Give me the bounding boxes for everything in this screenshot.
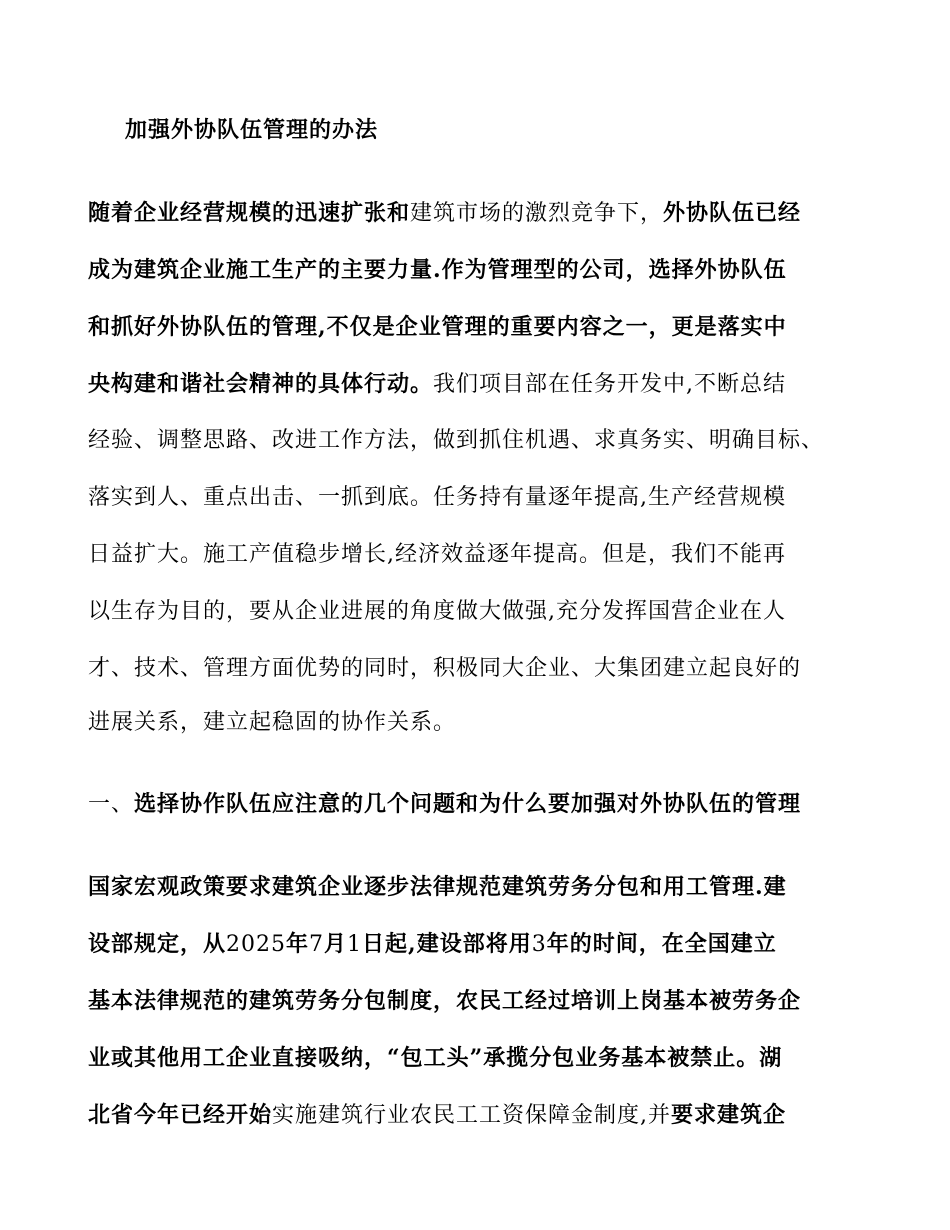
intro-line-1 [88,198,801,229]
section-1-line-5-bold-b: 要求建筑企 [671,1102,787,1128]
intro-line-9: 才、技术、管理方面优势的同时，积极同大企业、大集团建立起良好的 [88,656,802,681]
section-1-line-2-e: 月 [324,931,348,957]
intro-line-1-bold-a: 随着企业经营规模的迅速扩张和 [88,200,411,226]
section-1-line-5 [88,1100,786,1131]
intro-line-4-normal: 我们项目部在任务开发中,不断总结 [433,372,787,397]
intro-line-8: 以生存为目的，要从企业进展的角度做大做强,充分发挥国营企业在人 [88,599,786,624]
section-1-line-2-i: 年的时间，在全国建立 [546,931,777,957]
intro-line-7: 日益扩大。施工产值稳步增长,经济效益逐年提高。但是，我们不能再 [88,542,786,567]
intro-line-1-normal: 建筑市场的激烈竞争下， [410,201,664,226]
section-1-day: 1 [347,932,363,957]
section-1-line-1: 国家宏观政策要求建筑企业逐步法律规范建筑劳务分包和用工管理.建 [88,874,787,900]
section-1-line-2-c: 年 [286,931,310,957]
section-1-years-count: 3 [531,932,547,957]
intro-line-1-bold-b: 外协队伍已经 [663,200,802,226]
section-1-line-5-bold-a: 北省今年已经开始 [88,1102,273,1128]
section-1-line-3: 基本法律规范的建筑劳务分包制度，农民工经过培训上岗基本被劳务企 [88,988,802,1014]
section-1-line-2-a: 设部规定，从 [88,931,227,957]
intro-line-10: 进展关系，建立起稳固的协作关系。 [88,710,457,735]
section-1-line-4: 业或其他用工企业直接吸纳，“包工头”承揽分包业务基本被禁止。湖 [88,1045,783,1071]
intro-line-2: 成为建筑企业施工生产的主要力量.作为管理型的公司，选择外协队伍 [88,257,787,283]
section-1-year: 2025 [226,932,287,957]
section-1-heading [88,789,801,820]
intro-line-3: 和抓好外协队伍的管理,不仅是企业管理的重要内容之一，更是落实中 [88,314,787,340]
section-1-line-5-normal: 实施建筑行业农民工工资保障金制度,并 [272,1103,672,1128]
document-title: 加强外协队伍管理的办法 [125,117,379,143]
section-1-line-2 [88,929,777,960]
intro-line-5: 经验、调整思路、改进工作方法，做到抓住机遇、求真务实、明确目标、 [88,428,825,453]
section-1-heading-text: 选择协作队伍应注意的几个问题和为什么要加强对外协队伍的管理 [134,791,802,817]
section-1-month: 7 [309,932,325,957]
section-1-number: 一、 [88,792,135,817]
section-1-line-2-g: 日起,建设部将用 [362,931,532,957]
intro-line-4-bold: 央构建和谐社会精神的具体行动。 [88,371,434,397]
intro-line-6: 落实到人、重点出击、一抓到底。任务持有量逐年提高,生产经营规模 [88,485,786,510]
intro-line-4 [88,369,786,400]
